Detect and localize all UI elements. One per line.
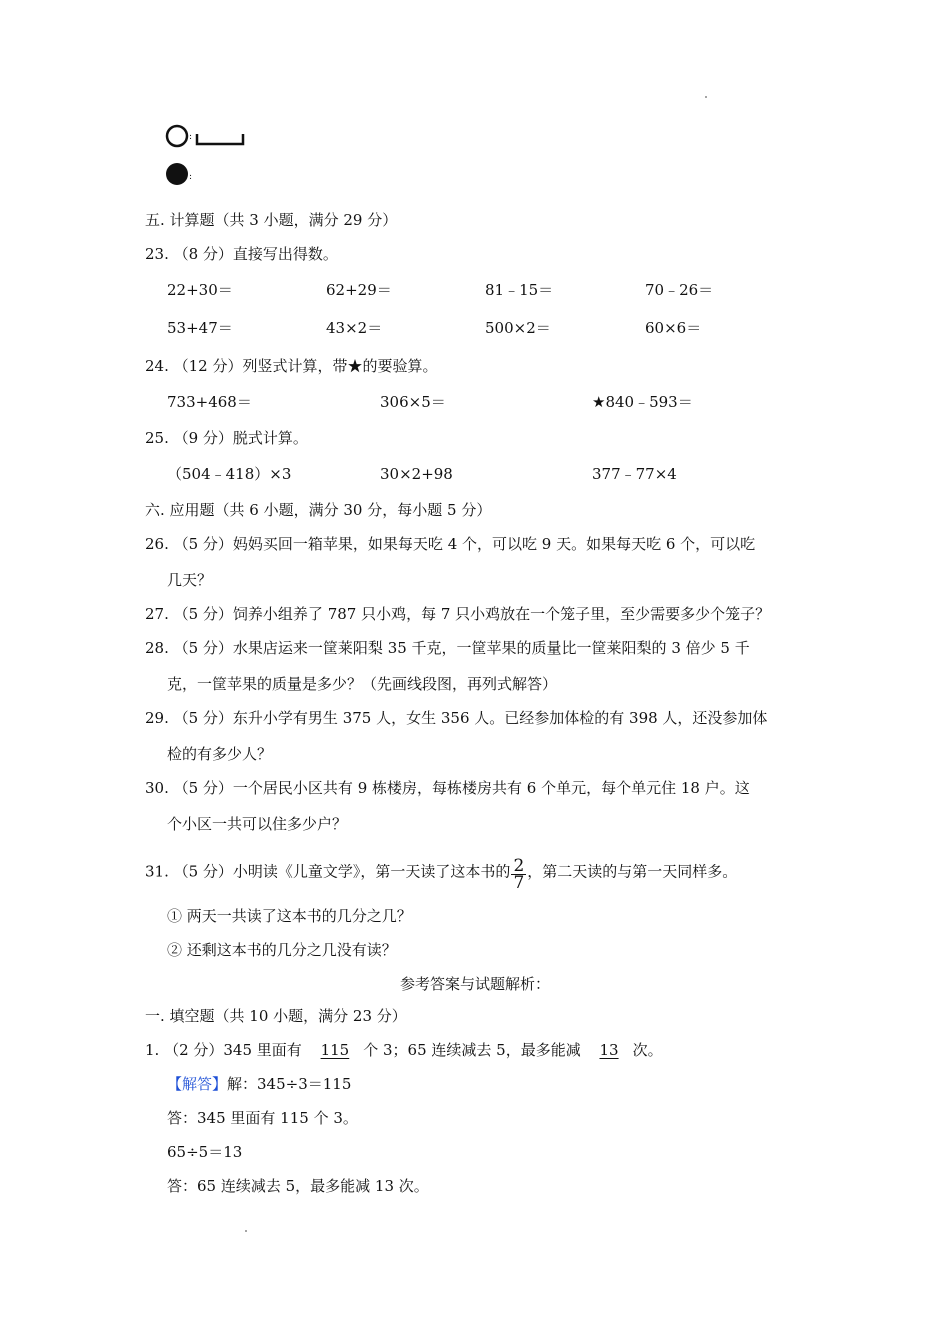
q26-line: 26. （5 分）妈妈买回一箱苹果，如果每天吃 4 个，可以吃 9 天。如果每天吃 6 个，可以吃 bbox=[145, 535, 756, 553]
q1-text-b: 个 3；65 连续减去 5，最多能减 bbox=[363, 1041, 581, 1059]
scan-dot bbox=[705, 96, 707, 98]
q23-item: 81﹣15＝ bbox=[485, 281, 554, 299]
q25-item: （504﹣418）×3 bbox=[167, 465, 292, 483]
q29-line: 检的有多少人？ bbox=[167, 745, 273, 763]
q1-blank-2: 13 bbox=[599, 1041, 619, 1059]
q23-item: 70﹣26＝ bbox=[645, 281, 714, 299]
q30-line: 个小区一共可以住多少户？ bbox=[167, 815, 348, 833]
answers-section-1-title: 一. 填空题（共 10 小题，满分 23 分） bbox=[145, 1007, 407, 1025]
solution-text: 解：345÷3＝115 bbox=[227, 1075, 352, 1093]
q24-item: 306×5＝ bbox=[380, 393, 446, 411]
q24-item: 733+468＝ bbox=[167, 393, 252, 411]
solution-tag: 【解答】 bbox=[167, 1075, 228, 1093]
q24-item: ★840﹣593＝ bbox=[592, 393, 693, 411]
q31-sub2: ② 还剩这本书的几分之几没有读？ bbox=[167, 941, 397, 959]
solution-line: 65÷5＝13 bbox=[167, 1143, 243, 1161]
q23-item: 53+47＝ bbox=[167, 319, 233, 337]
q1-text-a: 1. （2 分）345 里面有 bbox=[145, 1041, 302, 1059]
q24-stem: 24. （12 分）列竖式计算，带★的要验算。 bbox=[145, 357, 438, 375]
q1-blank-1: 115 bbox=[320, 1041, 350, 1059]
hollow-circle-icon bbox=[165, 124, 255, 150]
solution-line: 答：345 里面有 115 个 3。 bbox=[167, 1109, 358, 1127]
q26-line: 几天？ bbox=[167, 571, 213, 589]
solution-line bbox=[167, 1074, 351, 1094]
q31-fraction bbox=[511, 858, 526, 891]
solution-line: 答：65 连续减去 5，最多能减 13 次。 bbox=[167, 1177, 429, 1195]
q25-item: 377﹣77×4 bbox=[592, 465, 677, 483]
q23-item: 60×6＝ bbox=[645, 319, 702, 337]
scan-dot bbox=[245, 1230, 247, 1232]
hollow-circle-legend bbox=[165, 124, 255, 150]
q31-before: 31. （5 分）小明读《儿童文学》，第一天读了这本书的 bbox=[145, 862, 511, 881]
answer-q1 bbox=[145, 1040, 663, 1060]
section-5-title: 五. 计算题（共 3 小题，满分 29 分） bbox=[145, 211, 398, 229]
q30-line: 30. （5 分）一个居民小区共有 9 栋楼房，每栋楼房共有 6 个单元，每个单元住 18 户。这 bbox=[145, 779, 750, 797]
q25-stem: 25. （9 分）脱式计算。 bbox=[145, 429, 308, 447]
q29-line: 29. （5 分）东升小学有男生 375 人，女生 356 人。已经参加体检的有 398 人，还没参加体 bbox=[145, 709, 768, 727]
q23-stem: 23. （8 分）直接写出得数。 bbox=[145, 245, 338, 263]
fraction-denominator: 7 bbox=[513, 873, 525, 893]
section-6-title: 六. 应用题（共 6 小题，满分 30 分，每小题 5 分） bbox=[145, 501, 492, 519]
q23-item: 500×2＝ bbox=[485, 319, 551, 337]
hollow-sep: : bbox=[189, 132, 193, 142]
q28-line: 克，一筐苹果的质量是多少？（先画线段图，再列式解答） bbox=[167, 675, 558, 693]
q31-after: ，第二天读的与第一天同样多。 bbox=[527, 862, 738, 881]
fraction-numerator: 2 bbox=[513, 856, 525, 876]
q23-item: 22+30＝ bbox=[167, 281, 233, 299]
solid-sep: : bbox=[189, 172, 193, 182]
q23-item: 62+29＝ bbox=[326, 281, 392, 299]
q28-line: 28. （5 分）水果店运来一筐莱阳梨 35 千克，一筐苹果的质量比一筐莱阳梨的 3 倍少 5 千 bbox=[145, 639, 750, 657]
q1-text-c: 次。 bbox=[632, 1041, 663, 1059]
answers-heading: 参考答案与试题解析： bbox=[399, 975, 550, 993]
solid-circle-legend bbox=[165, 162, 205, 188]
q31-sub1: ① 两天一共读了这本书的几分之几？ bbox=[167, 907, 412, 925]
q27-line: 27. （5 分）饲养小组养了 787 只小鸡，每 7 只小鸡放在一个笼子里，至少需要多少个笼子？ bbox=[145, 605, 771, 623]
q25-item: 30×2+98 bbox=[380, 465, 453, 483]
q31-line bbox=[145, 856, 738, 893]
q23-item: 43×2＝ bbox=[326, 319, 383, 337]
